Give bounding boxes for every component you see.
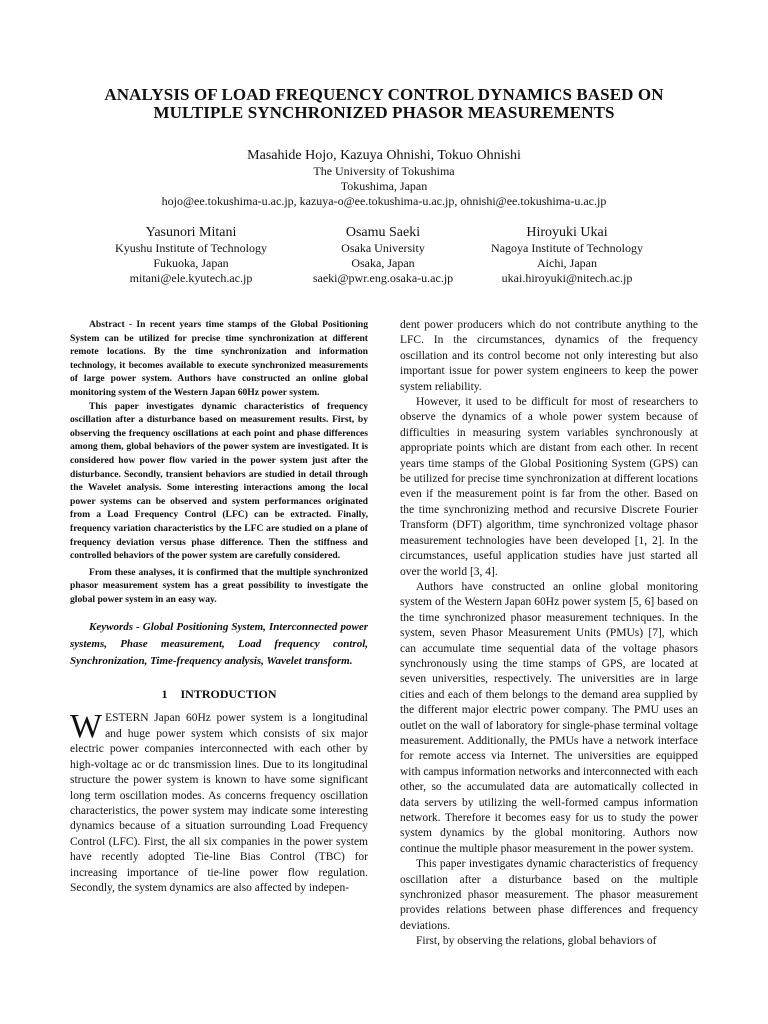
- coauthor-location: Osaka, Japan: [351, 256, 415, 270]
- coauthor-name: Osamu Saeki: [345, 225, 421, 240]
- body-paragraph: First, by observing the relations, global behaviors of: [416, 935, 657, 948]
- coauthor-location: Aichi, Japan: [537, 256, 597, 270]
- intro-text: ESTERN Japan 60Hz power system is a longitudinal and huge power system which consists of six major electric power companies interconnected with each other by high-voltage ac or dc transmission lines. Due to its longitudinal structure the power system is known to have some significant long term oscillation modes. As concerns frequency oscillation characteristics, the power system may indicate some interesting dynamics because of a situation surrounding Load Frequency Control (LFC). First, the all six companies in the power system have recently adopted Tie-line Bias Control (TBC) for increasing importance of tie-line power flow regulation. Secondly, the system dynamics are also affected by indepen-: [70, 712, 368, 894]
- abstract-paragraph: This paper investigates dynamic characteristics of frequency oscillation after a disturbance based on measurement results. First, by observing the frequency oscillations at each point and phase differences among them, global behaviors of the power system are investigated. It is considered how power flow varied in the power system just after the disturbance. Secondly, transient behaviors are studied in detail through the Wavelet analysis. Some interesting interactions among the local power systems can be observed and system performances originated from a Load Frequency Control (LFC) can be extracted. Finally, frequency variation characteristics by the LFC are studied on a plane of frequency deviation versus phase difference. Then the stiffness and controlled behaviors of the power system are carefully considered.: [70, 400, 368, 562]
- left-column: [70, 318, 368, 896]
- coauthor-affiliation: Osaka University: [341, 241, 425, 255]
- section-title: INTRODUCTION: [180, 687, 277, 702]
- coauthor-affiliation: Kyushu Institute of Technology: [115, 241, 267, 255]
- section-number: 1: [161, 687, 168, 702]
- coauthor-location: Fukuoka, Japan: [153, 256, 229, 270]
- coauthor-affiliation: Nagoya Institute of Technology: [491, 241, 643, 255]
- coauthor-email: ukai.hiroyuki@nitech.ac.jp: [501, 271, 633, 285]
- abstract-paragraph: Abstract - In recent years time stamps of the Global Positioning System can be utilized for precise time synchronization at different remote locations. By the time synchronization and information technology, it becomes available to execute synchronized measurements of large power system. Authors have constructed an online global monitoring system of the Western Japan 60Hz power system.: [70, 319, 368, 398]
- keywords: Keywords - Global Positioning System, Interconnected power systems, Phase measurement, Load frequency control, Synchronization, Time-frequency analysis, Wavelet transform.: [70, 621, 368, 668]
- coauthor-mitani: [81, 224, 301, 286]
- coauthor-name: Hiroyuki Ukai: [526, 225, 608, 240]
- drop-cap: W: [70, 708, 103, 746]
- body-paragraph: dent power producers which do not contribute anything to the LFC. In the circumstances, dynamics of the frequency oscillation and its control become not only interesting but also important issue for power system engineers to keep the power system reliability.: [400, 319, 698, 393]
- main-author-affiliation-block: [60, 164, 708, 209]
- intro-paragraph: [70, 708, 368, 896]
- coauthor-email: mitani@ele.kyutech.ac.jp: [129, 271, 253, 285]
- paper-title: [60, 86, 708, 122]
- main-emails: hojo@ee.tokushima-u.ac.jp, kazuya-o@ee.tokushima-u.ac.jp, ohnishi@ee.tokushima-u.ac.jp: [161, 194, 607, 208]
- body-paragraph: This paper investigates dynamic characteristics of frequency oscillation after a disturbance based on the multiple synchronized phasor measurement. The phasor measurement provides relations between phase differences and frequency deviations.: [400, 858, 698, 932]
- right-column: [400, 318, 698, 950]
- body-paragraph: However, it used to be difficult for most of researchers to observe the dynamics of a whole power system because of difficulties in measuring system variables synchronously at appropriate points which are distant from each other. In recent years time stamps of the Global Positioning System (GPS) can be utilized for precise time synchronization at different locations even if the measurement point is far from the other. Based on the time synchronizing method and recursive Discrete Fourier Transform (DFT) algorithm, time synchronized voltage phasor measurement technologies have been developed [1, 2]. In the circumstances, useful application studies have just started all over the world [3, 4].: [400, 396, 698, 578]
- coauthor-name: Yasunori Mitani: [145, 225, 237, 240]
- main-author-names: Masahide Hojo, Kazuya Ohnishi, Tokuo Ohnishi: [247, 148, 521, 163]
- coauthor-ukai: [457, 224, 677, 286]
- main-affiliation: The University of Tokushima: [313, 164, 455, 178]
- abstract: [70, 318, 368, 606]
- coauthor-email: saeki@pwr.eng.osaka-u.ac.jp: [312, 271, 454, 285]
- title-line-2: MULTIPLE SYNCHRONIZED PHASOR MEASUREMENTS: [153, 103, 615, 122]
- body-paragraph: Authors have constructed an online global monitoring system of the Western Japan 60Hz power system [5, 6] based on the time synchronized phasor measurement techniques. In the system, seven Phasor Measurement Units (PMUs) [7], which can accumulate time sequential data of the voltage phasors synchronously using the time stamps of GPS, are located at seven universities, respectively. The universities are in large cities and each of them belongs to the demand area supplied by the different major electric power company. The PMU uses an outlet on the wall of laboratory for single-phase terminal voltage measurement. Additionally, the PMUs have a network interface for remote access via Internet. The universities are equipped with campus information networks and interconnected with each other, so the accumulated data are automatically collected in data servers by utilizing the well-formed campus information network. Therefore it becomes easy for us to study the power system dynamics by the global monitoring. Authors now continue the multiple phasor measurement in the power system.: [400, 580, 698, 855]
- main-location: Tokushima, Japan: [340, 179, 428, 193]
- abstract-paragraph: From these analyses, it is confirmed that the multiple synchronized phasor measurement system has a great possibility to investigate the global power system in an easy way.: [70, 566, 368, 605]
- title-line-1: ANALYSIS OF LOAD FREQUENCY CONTROL DYNAMICS BASED ON: [104, 85, 664, 104]
- section-heading: [70, 687, 368, 702]
